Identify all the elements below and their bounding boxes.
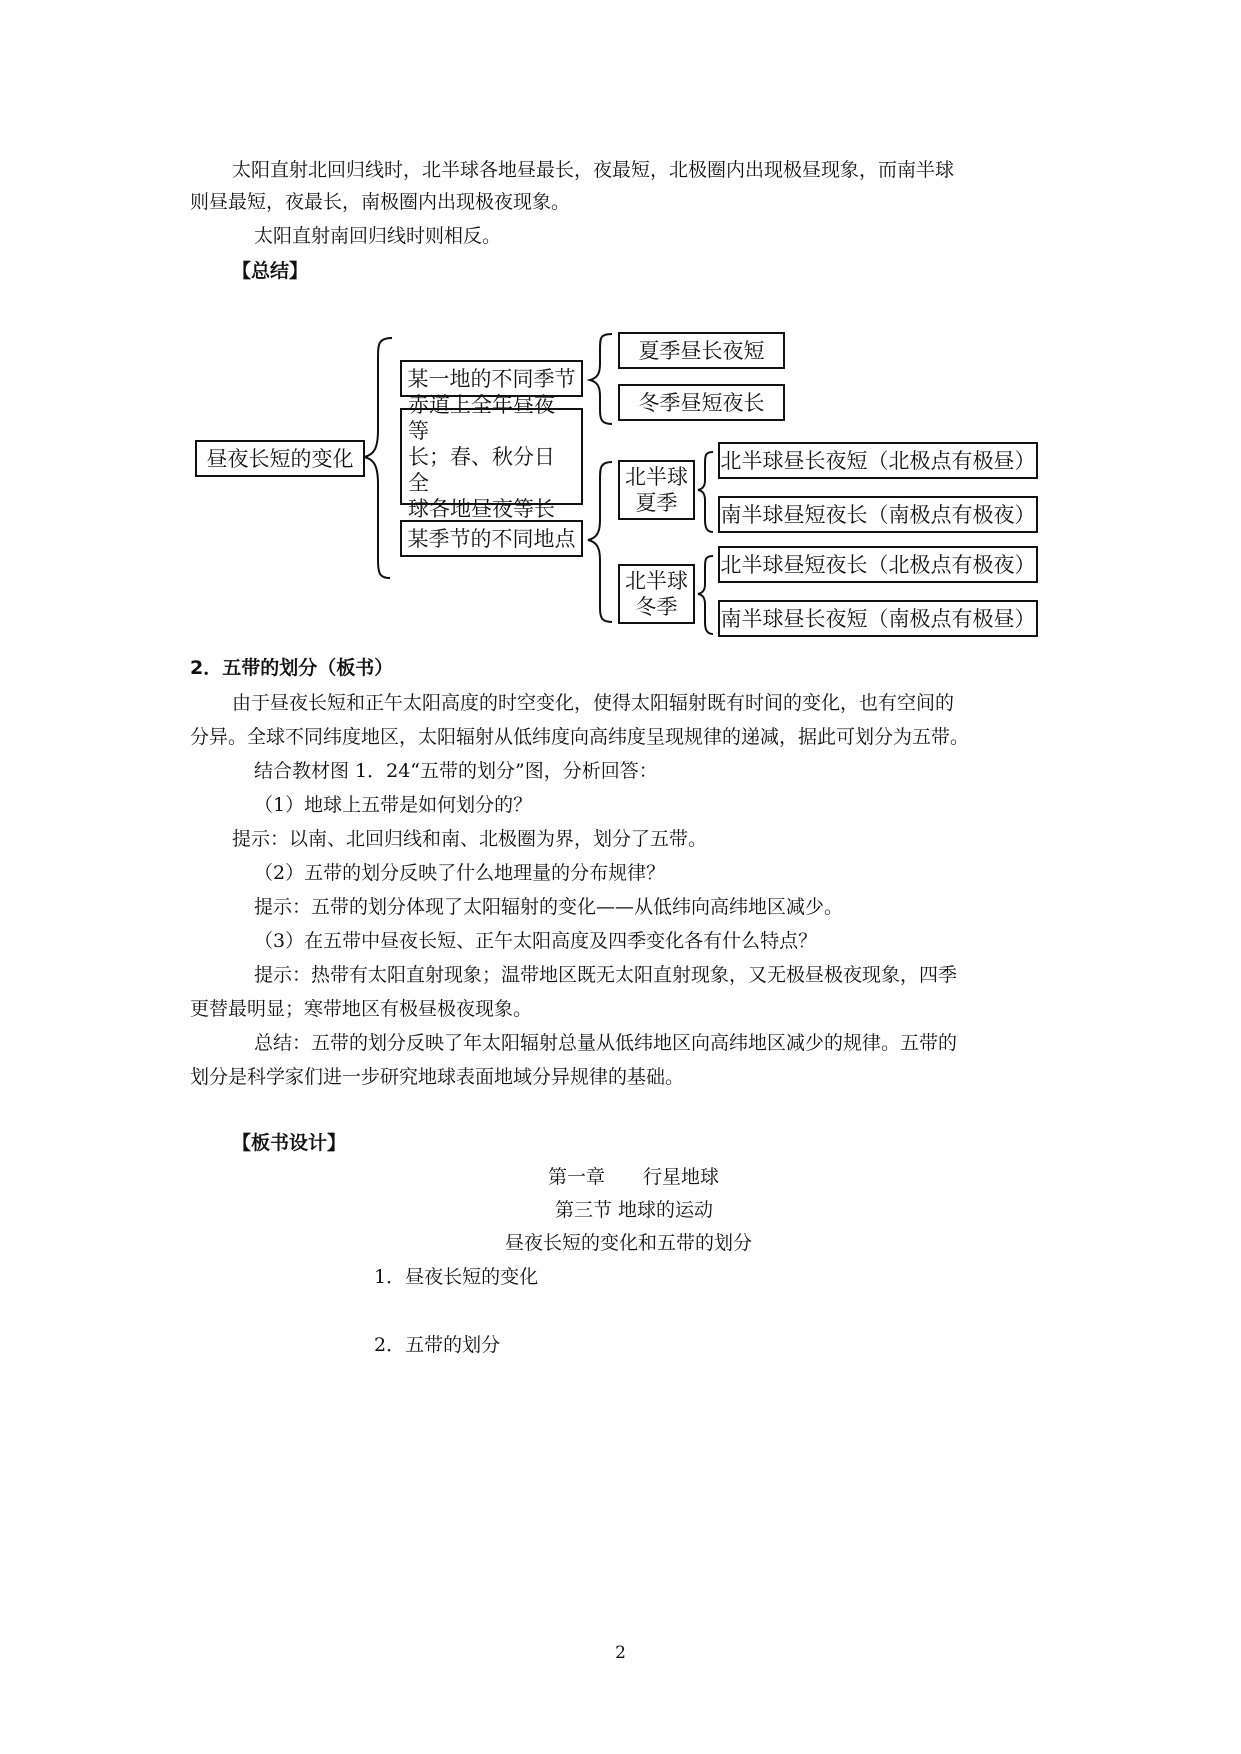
diagram-leaf-winter-box: 冬季昼短夜长	[618, 384, 785, 421]
diagram-root-box: 昼夜长短的变化	[195, 440, 365, 477]
nh-summer-line-1: 北半球	[625, 465, 688, 489]
nh-summer-line-2: 夏季	[635, 491, 678, 515]
board-design-heading: 【板书设计】	[232, 1132, 347, 1154]
equator-line-2: 长；春、秋分日全	[408, 444, 555, 495]
page-number: 2	[615, 1643, 626, 1663]
nh-winter-line-1: 北半球	[625, 569, 688, 593]
section-2-paragraph-line-2: 分异。全球不同纬度地区，太阳辐射从低纬度向高纬度呈现规律的递减，据此可划分为五带。	[190, 726, 970, 748]
diagram-branch-season-box: 某一地的不同季节	[400, 360, 583, 397]
diagram-braces	[0, 0, 1241, 660]
diagram-leaf-b-box: 南半球昼短夜长（南极点有极夜）	[718, 496, 1038, 533]
summary-heading: 【总结】	[232, 260, 309, 282]
answer-3-line-2: 更替最明显；寒带地区有极昼极夜现象。	[190, 998, 533, 1020]
intro-paragraph-line-1: 太阳直射北回归线时，北半球各地昼最长，夜最短，北极圈内出现极昼现象，而南半球	[232, 159, 955, 181]
intro-paragraph-2: 太阳直射南回归线时则相反。	[254, 225, 502, 247]
intro-paragraph-line-2: 则昼最短，夜最长，南极圈内出现极夜现象。	[190, 191, 571, 213]
board-item-1: 1．昼夜长短的变化	[374, 1266, 539, 1288]
diagram-leaf-summer-box: 夏季昼长夜短	[618, 332, 785, 369]
summary-line-1: 总结：五带的划分反映了年太阳辐射总量从低纬地区向高纬地区减少的规律。五带的	[254, 1032, 958, 1054]
question-1: （1）地球上五带是如何划分的？	[254, 794, 533, 816]
diagram-branch-places-box: 某季节的不同地点	[400, 520, 583, 557]
section-2-paragraph-line-1: 由于昼夜长短和正午太阳高度的时空变化，使得太阳辐射既有时间的变化，也有空间的	[232, 692, 955, 714]
section-2-paragraph-2: 结合教材图 1．24“五带的划分”图，分析回答：	[254, 760, 658, 782]
section-2-heading: 2．五带的划分（板书）	[190, 657, 394, 679]
diagram-leaf-d-box: 南半球昼长夜短（南极点有极昼）	[718, 600, 1038, 637]
question-2: （2）五带的划分反映了什么地理量的分布规律？	[254, 862, 666, 884]
diagram-leaf-a-box: 北半球昼长夜短（北极点有极昼）	[718, 442, 1038, 479]
nh-winter-line-2: 冬季	[635, 595, 678, 619]
answer-1: 提示：以南、北回归线和南、北极圈为界，划分了五带。	[232, 828, 708, 850]
answer-3-line-1: 提示：热带有太阳直射现象；温带地区既无太阳直射现象，又无极昼极夜现象，四季	[254, 964, 958, 986]
equator-line-1: 赤道上全年昼夜等	[408, 392, 555, 443]
diagram-nh-summer-box	[618, 460, 695, 520]
diagram-leaf-c-box: 北半球昼短夜长（北极点有极夜）	[718, 546, 1038, 583]
answer-2: 提示：五带的划分体现了太阳辐射的变化——从低纬向高纬地区减少。	[254, 896, 844, 918]
board-section: 第三节 地球的运动	[555, 1199, 714, 1221]
question-3: （3）在五带中昼夜长短、正午太阳高度及四季变化各有什么特点？	[254, 930, 818, 952]
summary-line-2: 划分是科学家们进一步研究地球表面地域分异规律的基础。	[190, 1066, 685, 1088]
diagram-branch-equator-box	[400, 392, 583, 521]
board-item-2: 2．五带的划分	[374, 1334, 501, 1356]
equator-line-3: 球各地昼夜等长	[408, 496, 555, 521]
board-topic: 昼夜长短的变化和五带的划分	[505, 1232, 753, 1254]
diagram-nh-winter-box	[618, 564, 695, 624]
board-chapter: 第一章 行星地球	[548, 1166, 720, 1188]
